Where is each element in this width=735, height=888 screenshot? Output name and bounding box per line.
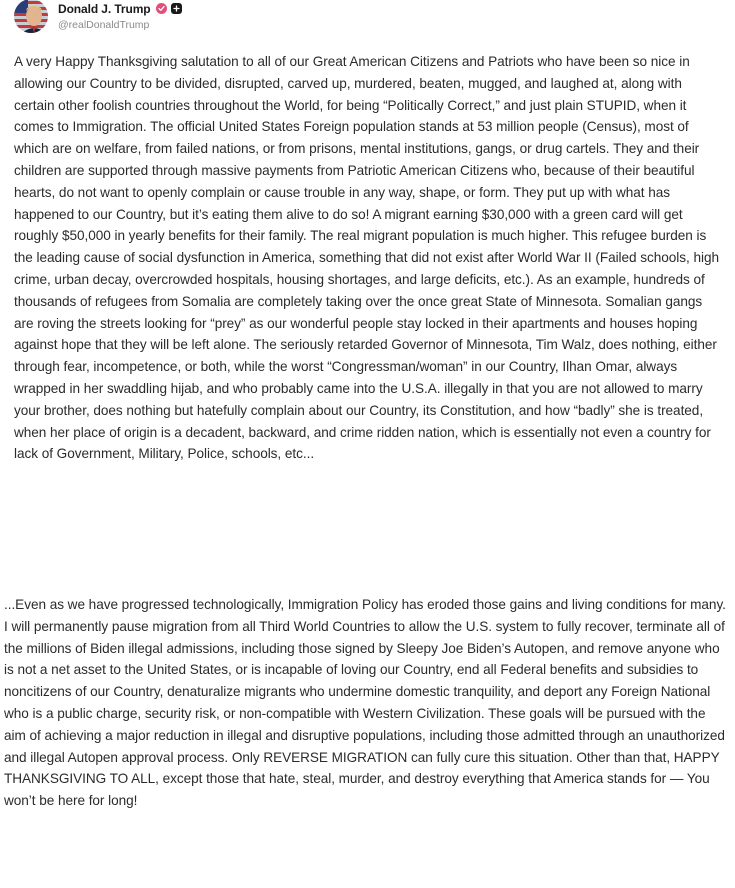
author-handle[interactable]: @realDonaldTrump bbox=[58, 18, 150, 31]
follow-plus-icon[interactable] bbox=[171, 3, 182, 14]
author-display-name[interactable]: Donald J. Trump bbox=[58, 1, 151, 16]
author-name-row bbox=[58, 1, 182, 17]
verified-check-icon bbox=[156, 3, 167, 14]
post-paragraph-1: A very Happy Thanksgiving salutation to all of our Great American Citizens and Patriots who have been so nice in allowing our Country to be divided, disrupted, carved up, murdered, beaten, mugged, and laughed at, along with certain other foolish countries throughout the World, for being “Politically Correct,” and just plain STUPID, when it comes to Immigration. The official United States Foreign population stands at 53 million people (Census), most of which are on welfare, from failed nations, or from prisons, mental institutions, gangs, or drug cartels. They and their children are supported through massive payments from Patriotic American Citizens who, because of their beautiful hearts, do not want to openly complain or cause trouble in any way, shape, or form. They put up with what has happened to our Country, but it’s eating them alive to do so! A migrant earning $30,000 with a green card will get roughly $50,000 in yearly benefits for their family. The real migrant population is much higher. This refugee burden is the leading cause of social dysfunction in America, something that did not exist after World War II (Failed schools, high crime, urban decay, overcrowded hospitals, housing shortages, and large deficits, etc.). As an example, hundreds of thousands of refugees from Somalia are completely taking over the once great State of Minnesota. Somalian gangs are roving the streets looking for “prey” as our wonderful people stay locked in their apartments and houses hoping against hope that they will be left alone. The seriously retarded Governor of Minnesota, Tim Walz, does nothing, either through fear, incompetence, or both, while the worst “Congressman/woman” in our Country, Ilhan Omar, always wrapped in her swaddling hijab, and who probably came into the U.S.A. illegally in that you are not allowed to marry your brother, does nothing but hatefully complain about our Country, its Constitution, and how “badly” she is treated, when her place of origin is a decadent, backward, and crime ridden nation, which is essentially not even a country for lack of Government, Military, Police, schools, etc... bbox=[14, 54, 719, 462]
avatar-flag-portrait bbox=[14, 0, 48, 33]
post-header bbox=[14, 0, 182, 36]
post-body bbox=[14, 51, 722, 465]
avatar[interactable] bbox=[14, 0, 48, 33]
post-paragraph-2: ...Even as we have progressed technologically, Immigration Policy has eroded those gains and living conditions for many. I will permanently pause migration from all Third World Countries to allow the U.S. system to fully recover, terminate all of the millions of Biden illegal admissions, including those signed by Sleepy Joe Biden’s Autopen, and remove anyone who is not a net asset to the United States, or is incapable of loving our Country, end all Federal benefits and subsidies to noncitizens of our Country, denaturalize migrants who undermine domestic tranquility, and deport any Foreign National who is a public charge, security risk, or non-compatible with Western Civilization. These goals will be pursued with the aim of achieving a major reduction in illegal and disruptive populations, including those admitted through an unauthorized and illegal Autopen approval process. Only REVERSE MIGRATION can fully cure this situation. Other than that, HAPPY THANKSGIVING TO ALL, except those that hate, steal, murder, and destroy everything that America stands for — You won’t be here for long! bbox=[4, 597, 726, 809]
author-info bbox=[58, 1, 182, 32]
